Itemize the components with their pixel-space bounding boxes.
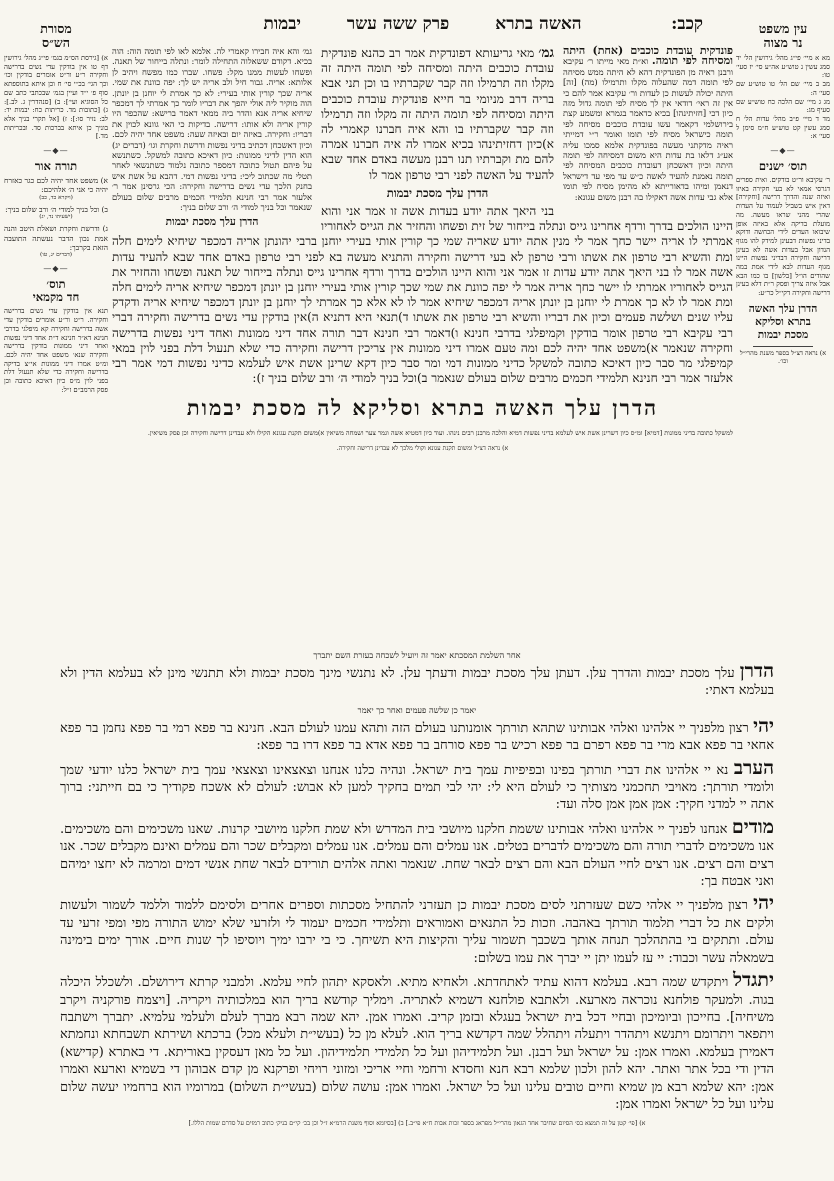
siyum-instruction: יאמר כן שלשה פעמים ואחר כך יאמר bbox=[357, 704, 477, 715]
mesoret-hashas-text: א) [גירסת הס״מ בגמ׳ פי״ג מהל׳ גירושין דף טו אין בודקין עדי נשים בדרישה וחקירה ר״ע ור״ט אומרים בודקין וכו׳ וכך הגי׳ בכ״י סי׳ ח וכן איתא בתוספתא סוף פ׳ י״ד ועיין בגמ׳ שבכתבי כתב שם כל הסוגיא ועי׳]: ב) [סנהדרין ג. לב.]: ג) [כתובות מד. כריתות כח: יבמות יד: לב: נזיר סו:]: ז) [אל תקרי בניך אלא בוניך כן איתא בברכות סד. ובכריתות מד.] bbox=[4, 54, 108, 141]
siyum-footnote: א) [פי׳ קטן על זה תמצא בס׳ הסיום שחיבר אחד הגאון מהרי״ל מפראג בספר זכות אבות ח״א פי״ב.] ב) [בסיומא וסוף משנת הרמ״א ז״ל וכן בכ׳ קי״ם בניק׳ כתוב רמזים על סדרם שמות הללו.] bbox=[188, 1120, 646, 1128]
siyum-prayers-section bbox=[60, 648, 774, 1128]
ein-mishpat-entry: מג ג מיי׳ שם הלכה כח טוש״ע שם סעיף מג: bbox=[736, 97, 830, 115]
tos-chad-mekamai-title: תוס׳ חד מקמאי bbox=[32, 277, 80, 305]
footnote-rule bbox=[393, 442, 453, 443]
main-text-area bbox=[112, 46, 733, 452]
gemara-lead-word: גמ׳ bbox=[538, 45, 554, 61]
tosafot-yeshanim-footnote: א) נראה דצ״ל בספר משנת מהרי״ל וכו׳. bbox=[739, 348, 827, 366]
hadran-masechet-line: הדרן עלך האשה בתרא וסליקא לה מסכת יבמות bbox=[186, 395, 659, 421]
rashi-text: גמ׳ והא איה חבירו קאמרי לה. אלמא לאו לפי תומה הוה: הוה בכיא. דקודם ששאלוה התחילה לומר: ונתלה בייחור של תאנה. ופשחו לעשות ממנו מקל: פשחו. שברו כמו מפשח ויהיב לן אלותא: אריה. גבור חיל ולב אריה יש לך: יפה כוונת את שמי. אריה שכך קורין אותי בעירי: לא כך אמרת לי יוחנן בן יונתן. הוה מוקיר ליה אולי יהפך את דבריו לומר כך אמרתי לך דמכפר שיחיא אריה אנא והדר ביה ממאי דאמר ברישא: שהכפר היו קורין אריה ולא אותו: דרישה. בדיקות כי האי גוונא לכוין את דבריו: וחקירה. באיזה יום ובאיזה שעה: משפט אחד יהיה לכם. וכיון דאשכחן דכתיב בדיני נפשות ודרשת וחקרת וגו׳ (דברים יג) הוא הדין לדיני ממונות: כיון דאיכא כתובה למשקל. כשתנשא על פיהם תטול כתובה דמספר כתובה נלמוד כשתנשאי לאחר תטלי מה שכתוב ליכי: בדיני נפשות דמי. דהבא על אשת איש בחנק הלכך עדי נשים בדרישה וחקירה: הכי גרסינן אמר ר׳ אלעזר אמר רבי חנינא תלמידי חכמים מרבים שלום בעולם שנאמר וכל בניך למודי ה׳ ורב שלום בניך: bbox=[112, 46, 312, 213]
torah-or-verse: ג) ודרשת וחקרת ושאלת היטב והנה אמת נכון הדבר נעשתה התועבה הזאת בקרבך: bbox=[4, 224, 108, 253]
right-margin-column bbox=[736, 22, 830, 365]
left-margin-column bbox=[4, 22, 108, 395]
tosafot-hadran-marker: הדרן עלך מסכת יבמות bbox=[386, 185, 489, 200]
section-divider: —◆— bbox=[43, 146, 69, 156]
verse-reference: (ישעיהו נד, יג) bbox=[39, 214, 73, 221]
page-header bbox=[112, 14, 733, 34]
paragraph-lead-word: הדרן bbox=[739, 660, 774, 682]
ein-mishpat-entry: מד ד מיי׳ פ״ב מהל׳ עדות הל׳ ח סמג עשין קט טוש״ע ח״מ סימן ל סעי׳ א: bbox=[736, 114, 830, 141]
masechet-name: יבמות bbox=[263, 14, 301, 34]
gemara-part2: בני היאך אתה יודע בעדות אשה זו אמר אני והוא היינו הולכים בדרך ורדף אחרינו גייס ונתלה בייחור של זית ופשחו והחזיר את הגייס לאחוריו אמרתי לו אריה יישר כחך אמר לי מנין אתה יודע שאריה שמי כך קורין אותי בעירי יוחנן ברבי יהונתן אריה דמכפר שיחיא לימים חלה ומת והשיא רבי טרפון את אשתו ורבי טרפון לא בעי דרישה וחקירה והתניא מעשה בא לפני רבי טרפון באדם אחד שבא להעיד עדות אשה אמר לו בני היאך אתה יודע עדות זו אמר אני והוא היינו הולכים בדרך ורדף אחרינו גייס ונתלה בייחור של תאנה ופשחו והחזיר את הגייס לאחוריו אמרתי לו יישר כחך אריה אמר לי יפה כוונת את שמי שכך קורין אותי בעירי יוחנן בן יונתן דמכפר שיחיא אריה לימים חלה ומת אמר לו לא כך אמרת לי יוחנן בן יונתן אריה דמכפר שיחיא אמר לו לא אלא כך אמרתי לך יוחנן בן יונתן דמכפר שיחיא אריה ודקדק עליו שנים ושלשה פעמים וכיון את דבריו והשיא רבי טרפון את אשתו ד)תנאי היא דתניא ה)אין בודקין עדי נשים בדרישה וחקירה דברי רבי עקיבא רבי טרפון אומר בודקין וקמיפלגי בדרבי חנינא ו)דאמר רבי חנינא דבר תורה אחד דיני ממונות ואחד דיני נפשות בדרישה וחקירה שנאמר א)משפט אחד יהיה לכם ומה טעם אמרו דיני ממונות אין צריכין דרישה וחקירה כדי שלא תנעול דלת בפני לוין במאי קמיפלגי מר סבר כיון דאיכא כתובה למשקל כדיני ממונות דמי ומר סבר כיון דקא שרינן אשת איש לעלמא כדיני נפשות דמי אמר רבי אלעזר אמר רבי חנינא תלמידי חכמים מרבים שלום בעולם שנאמר ב)וכל בניך למודי ה׳ ורב שלום בניך ז): bbox=[112, 204, 733, 386]
yehi-ratzon-paragraph: יהי רצון מלפניך יי אלהינו ואלהי אבותינו שתהא תורתך אומנותנו בעולם הזה ותהא עמנו לעולם הבא. חנינא בר פפא רמי בר פפא נחמן בר פפא אחאי בר פפא אבא מרי בר פפא רפרם בר פפא רכיש בר פפא סורחב בר פפא אדא בר פפא דרו בר פפא: bbox=[60, 714, 774, 754]
kaddish-paragraph: יתגדל ויתקדש שמה רבא. בעלמא דהוא עתיד לאתחדתא. ולאחיא מתיא. ולאסקא יתהון לחיי עלמא. ולמבני קרתא דירושלם. ולשכלל היכלה בגוה. ולמעקר פולחנא נוכראה מארעא. ולאתבא פולחנא דשמיא לאתריה. וימליך קודשא בריך הוא במלכותיה ויקריה. [ויצמח פורקניה ויקרב משיחיה]. בחייכון וביומיכון ובחיי דכל בית ישראל בעגלא ובזמן קריב. ואמרו אמן. יהא שמה רבא מברך לעלם ולעלמי עלמיא. יתברך וישתבח ויתפאר ויתרומם ויתנשא ויתהדר ויתעלה ויתהלל שמה דקדשא בריך הוא. לעלא מן כל (בעשי״ת ולעלא מכל) ברכתא ושירתא תשבחתא ונחמתא דאמירן בעלמא. ואמרו אמן: על ישראל ועל רבנן. ועל תלמידיהון ועל כל תלמידי תלמידיהון. ועל כל מאן דעסקין באוריתא. די באתרא (קדישא) הדין ודי בכל אתר ואתר. יהא להון ולכון שלמא רבא חנא וחסדא ורחמי וחיי אריכי ומזוני רויחי ופרקנא מן קדם אבוהון די בשמיא וארעא ואמרו אמן: יהא שלמא רבא מן שמיא וחיים טובים עלינו ועל כל ישראל. ואמרו אמן: עושה שלום (בעשי״ת השלום) במרומיו הוא ברחמיו יעשה שלום עלינו ועל כל ישראל ואמרו אמן: bbox=[60, 969, 774, 1112]
footnote-rule bbox=[753, 346, 813, 347]
daf-number: קכב: bbox=[671, 14, 703, 34]
verse-reference: (ויקרא כד, כב) bbox=[39, 194, 73, 201]
paragraph-lead-word: מודים bbox=[731, 815, 774, 838]
verse-reference: (דברים יג, טו) bbox=[39, 252, 73, 259]
siyum-instruction: אחר השלמת המסכתא יאמר זה ויועיל לשכחה בעזרת השם יתברך bbox=[313, 650, 521, 660]
perek-number: פרק ששה עשר bbox=[346, 14, 450, 34]
ein-mishpat-title: עין משפט נר מצוה bbox=[758, 21, 808, 50]
rashi-commentary bbox=[112, 46, 312, 227]
ein-mishpat-entry: מא א מיי׳ פי״ג מהל׳ גירושין הל׳ יד סמג עשין נ טוש״ע אה״ע סי׳ יז סעי׳ טו: bbox=[736, 54, 830, 80]
section-divider: —◆— bbox=[770, 146, 796, 156]
tosafot-yeshanim-title: תוס׳ ישנים bbox=[758, 159, 808, 174]
mesoret-hashas-title: מסורת הש״ס bbox=[40, 21, 72, 50]
hadran-alakh-paragraph: הדרן עלך מסכת יבמות והדרך עלן. דעתן עלך מסכת יבמות ודעתך עלן. לא נתנשי מינך מסכת יבמות ולא תתנשי מינן לא בעלמא הדין ולא בעלמא דאתי: bbox=[60, 660, 774, 699]
marginal-note-line: למשקל כתובה בדיני ממונות [דמיא] ומ״ס כיון דשרינן אשת איש לעלמא בדיני נפשות דמיא והלכה מרבנן רבים נינהו. ועוד כיון דמטיא אשה וגמר צער ושמחה משיאין א)משום תקנת עגונא הקילו ולא עבדינן דרישה וחקירה וכן פסק משיאין. bbox=[147, 429, 733, 438]
modim-anachnu-paragraph: מודים אנחנו לפניך יי אלהינו ואלהי אבותינו ששמת חלקנו מיושבי בית המדרש ולא שמת חלקנו מיושבי קרנות. שאנו משכימים והם משכימים. אנו משכימים לדברי תורה והם משכימים לדברים בטלים. אנו עמלים והם עמלים. אנו עמלים ומקבלים שכר והם עמלים ואינם מקבלים שכר. אנו רצים והם רצים. אנו רצים לחיי העולם הבא והם רצים לבאר שחת. שנאמר ואתה אלהים תורידם לבאר שחת אנשי דמים ומרמה לא יחצו ימיהם ואני אבטח בך: bbox=[60, 815, 774, 890]
torah-or-title: תורה אור bbox=[34, 159, 78, 174]
rashi-hadran-marker: הדרן עלך מסכת יבמות bbox=[165, 215, 259, 228]
paragraph-lead-word: יהי bbox=[753, 714, 774, 737]
tosafot-text: וא״ת מאי מייתו ר׳ עקיבא ורבנן ראיה מן הפונדקית דהא לא היתה ממש מסיחה לפי תומה דמה שהעלוה מקלו ותרמילו (מה) [זה] היתה יכולה לעשות כן לעדות ור׳ עקיבא אמר להם כי אין זה ראי׳ דודאי אין לך מסיח לפי תומה גדול מזה כיון דכי [חזיתינהו] בכיא כדאמר בגמרא ומשמע קצת בירושלמי דקאמר עשו עובדת כוכבים מסיחה לפי תומה כישראל מסיח לפי תומו ואומר ר״י דמייתי ראיה מדקתני מעשה בפונדקית אלמא סמכו עליה אע״ג דלאו בת עדות היא משום דמסיחה לפי תומה היתה וכיון דאשכחן דעובדת כוכבים המסיחה לפי תומה נאמנת להעיד לאשה כ״ש עד מפי עד דישראל דנאמן ומיהו בדאורייתא לא מהימן מסיח לפי תומו אלא גבי עדות אשה דאקילו בה רבנן משום עגונא: bbox=[563, 56, 733, 202]
chapter-name: האשה בתרא bbox=[495, 14, 582, 34]
yehi-ratzon-second-paragraph: יהי רצון מלפניך יי אלהי כשם שעזרתני לסים מסכת יבמות כן תעזרני להתחיל מסכתות וספרים אחרים ולסימם ללמוד וללמד לשמור ולעשות ולקים את כל דברי תלמוד תורתך באהבה. וזכות כל התנאים ואמוראים ותלמידי חכמים יעמוד לי ולזרעי שלא ימוש התורה מפי ומפי זרעי עד עולם. ותתקים בי בהתהלכך תנחה אותך בשכבך תשמור עליך והקיצות היא תשיחך. כי בי ירבו ימיך ויוסיפו לך שנות חיים. אורך ימים בימינה בשמאלה עשר וכבוד: יי עז לעמו יתן יי יברך את עמו בשלום: bbox=[60, 892, 774, 966]
haarev-na-paragraph: הערב נא יי אלהינו את דברי תורתך בפינו ובפיפיות עמך בית ישראל. ונהיה כלנו אנחנו וצאצאינו וצאצאי עמך בית ישראל כלנו יודעי שמך ולומדי תורתך: מאויבי תחכמני מצותיך כי לעולם היא לי: יהי לבי תמים בחקיך למען לא אבוש: לעולם לא אשכח פקודיך כי בם חייתני: ברוך אתה יי למדני חקיך: אמן אמן אמן סלה ועד: bbox=[60, 756, 774, 813]
paragraph-lead-word: יתגדל bbox=[733, 969, 774, 992]
gemara-part1: מאי גריעותא דפונדקית אמר רב כהנא פונדקית עובדת כוכבים היתה ומסיחה לפי תומה היתה זה מקלו וזה תרמילו וזה קבר שקברתיו בו וכן תני אבא בריה דרב מניומי בר חייא פונדקית עובדת כוכבים היתה ומסיחה לפי תומה היתה זה מקלו וזה תרמילו וזה קבר שקברתיו בו והא איה חברנו קאמרי לה א)כיון דחזיתינהו בכיא אמרו לה איה חברנו אמרה להם מת וקברתיו תנו רבנן מעשה באדם אחד שבא להעיד על האשה לפני רבי טרפון אמר לו bbox=[321, 46, 554, 182]
note-footnote: א) נראה דצ״ל ומשום תקנת עגונא וקולי מלכך לא עבדינן דרישה וחקירה. bbox=[336, 444, 509, 452]
ein-mishpat-entry: מב ב מיי׳ שם הל׳ טו טוש״ע שם סעי׳ ה: bbox=[736, 80, 830, 97]
tosafot-yeshanim-text: ר׳ עקיבא ור״ט בודקים. ואית ספרים דגרסי אמאי לא בעי חקירה באיזו ואיזה שנה והדרך דרישה [וחקירה] דאין איש בשביל לעמוד על העדות שהרי מהני שראו מעשה. מה מועלת בדיקה אלא באיזה אופן שיבואו העדים לידי הכחשה ודוקא בדיני נפשות דבעינן למידק להו מגוף הנדון אבל בעדות אשה לא בעינן דרישה וחקירה דבדיני נפשות היינו מגוף העדות לבא לידי אמת במה שהודים הו״ל [בלשון] בו כמו הבא אבל איזה צריך ופסק ר״ת דלא בעינן דרישה וחקירה דקי״ל כר״ע: bbox=[736, 176, 830, 298]
tosafot-yeshanim-hadran: הדרן עלך האשה בתרא וסליקא מסכת יבמות bbox=[748, 302, 818, 341]
tosafot-dibbur-hamatchil: פונדקית עובדת כוכבים (אחת) היתה ומסיחה לפי תומה. bbox=[563, 44, 733, 68]
section-divider: —◆— bbox=[43, 264, 69, 274]
torah-or-verse: א) משפט אחד יהיה לכם כגר כאזרח יהיה כי אני ה׳ אלהיכם: bbox=[4, 176, 108, 195]
tosafot-commentary bbox=[563, 46, 733, 202]
tos-chad-mekamai-text: תנא אין בודקין עדי נשים בדרישה וחקירה. ר״ט ור״ע אומרים בודקין עדי אשה בדרישה וחקירה קא מיפלגי בדרבי חנינא דא״ר חנינא ד״ת אחד דיני נפשות ואחד דיני ממונות בודקין בדרישה וחקירה שנא׳ משפט אחד יהיה לכם. ומ״ט אמרו דיני ממונות אי״צ בדיקה בדרישה וחקירה כדי שלא תנעול דלת בפני לוין מ״ס כיון דאיכא כתובה וכן פסק הרמב״ם ז״ל: bbox=[4, 307, 108, 394]
paragraph-lead-word: הערב bbox=[733, 756, 774, 779]
paragraph-lead-word: יהי bbox=[753, 892, 774, 915]
torah-or-verse: ב) וכל בניך למודי ה׳ ורב שלום בניך: bbox=[5, 204, 108, 214]
